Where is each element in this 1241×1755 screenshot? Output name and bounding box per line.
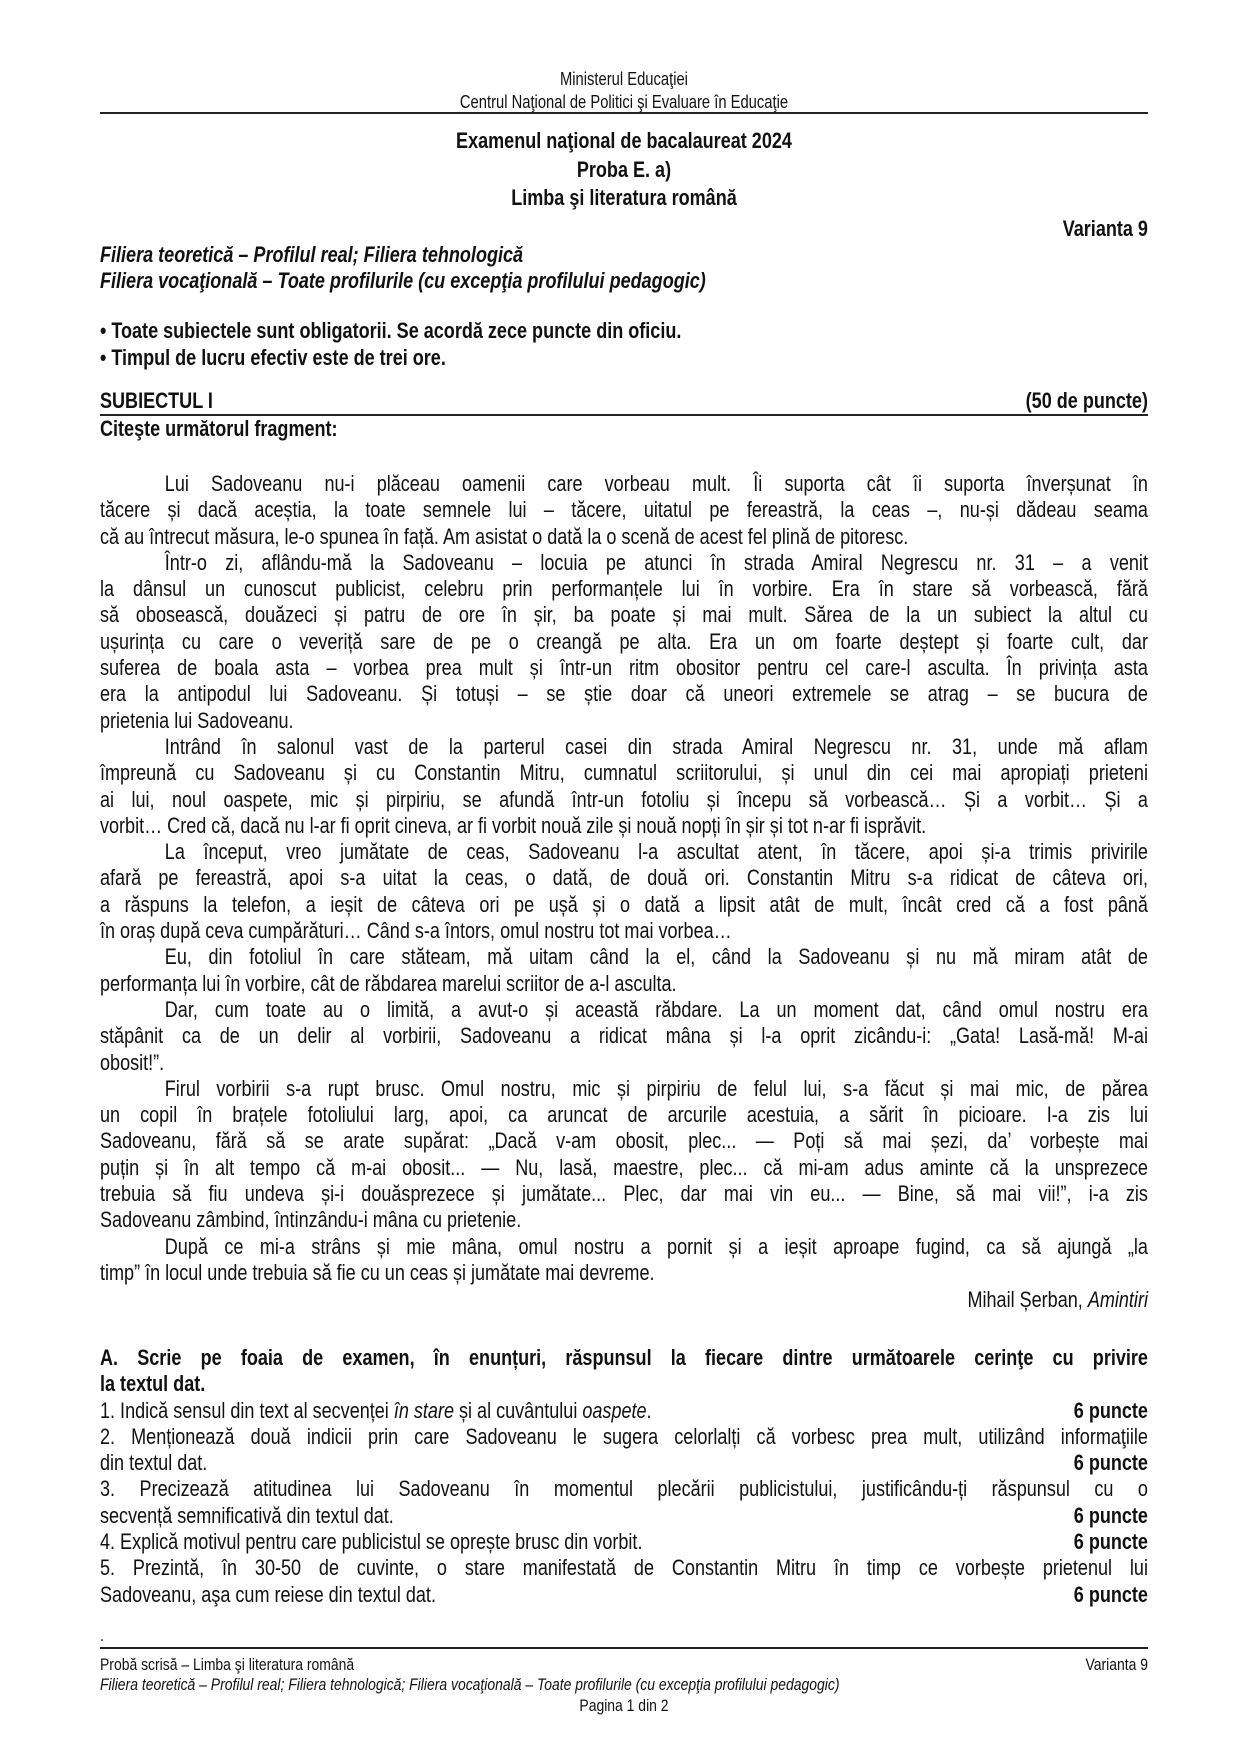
passage-line: un copil în brațele fotoliului larg, apoi, ca aruncat de arcurile acestuia, a sărit în picioare. I-a zis lui [100,1102,1148,1128]
passage-line: afară pe fereastră, apoi s-a uitat la ceas, o dată, de două ori. Constantin Mitru s-a ridicat de câteva ori, [100,865,1148,891]
exam-title: Examenul naţional de bacalaureat 2024 [456,128,792,153]
footer-dot: . [100,1626,104,1645]
passage-line: puțin și în alt tempo că m-ai obosit... — Nu, lasă, maestre, plec... că mi-am adus aminte că la unsprezece [100,1154,1148,1180]
q1-term-2: oaspete [582,1397,647,1423]
q1-text: 1. Indică sensul din text al secvenței [100,1397,394,1423]
filiera-line-1: Filiera teoretică – Profilul real; Filiera tehnologică [100,242,524,267]
variant-label: Varianta 9 [1062,216,1148,241]
section-points: (50 de puncte) [1025,388,1148,413]
passage-line: timp” în locul unde trebuia să fie cu un ceas și jumătate mai devreme. [100,1259,655,1285]
question-2: 2. Menționează două indicii prin care Sadoveanu le sugera celorlalți că vorbesc prea mult, utilizând informaţiile [100,1423,1148,1449]
ministry-name: Ministerul Educaţiei [559,69,688,89]
reading-passage [100,471,1148,1286]
passage-line: trebuia să fiu undeva și-i douăsprezece și jumătate... Plec, dar mai vin eu... — Bine, să mai vii!”, i-a zis [100,1181,1148,1207]
part-a [100,1345,1148,1608]
footer-row [100,1655,1148,1676]
q1-text-mid: și al cuvântului [453,1397,583,1423]
header-divider [100,112,1148,114]
passage-line: Într-o zi, aflându-mă la Sadoveanu – locuia pe atunci în strada Amiral Negrescu nr. 31 – a venit [164,549,1148,575]
passage-line: că au întrecut măsura, le-o spunea în față. Am asistat o dată la o scenă de acest fel plină de pitoresc. [100,523,909,549]
filiera-line-2: Filiera vocaţională – Toate profilurile (cu excepţia profilului pedagogic) [100,268,706,293]
passage-line: După ce mi-a strâns și mie mâna, omul nostru a pornit și a ieșit aproape fugind, ca să ajungă „la [164,1233,1148,1259]
section-header [100,388,1148,414]
author: Mihail Șerban, [967,1287,1088,1312]
passage-line: suferea de boala asta – vorbea prea mult și într-un ritm obositor pentru cel care-l asculta. În privința asta [100,655,1148,681]
passage-line: stăpânit ca de un delir al vorbirii, Sadoveanu a ridicat mâna și l-a oprit zicându-i: „Gata! Lasă-mă! M-ai [100,1023,1148,1049]
q1-term-1: în stare [393,1397,454,1423]
passage-line: Dar, cum toate au o limită, a avut-o și această răbdare. La un moment dat, când omul nostru era [164,996,1148,1022]
passage-line: în oraș după ceva cumpărături… Când s-a întors, omul nostru tot mai vorbea… [100,918,732,944]
part-a-heading-cont: la textul dat. [100,1371,206,1397]
passage-line: ai lui, noul oaspete, mic și pirpiriu, se afundă într-un fotoliu și începu să vorbească… Și a vorbit… Și a [100,786,1148,812]
passage-line: la dânsul un cunoscut publicist, celebru prin performanțele lui în vorbire. Era în stare să vorbească, fără [100,576,1148,602]
passage-line: a răspuns la telefon, a ieșit de câteva ori pe ușă și o dată a lipsit atât de mult, încât cred că a fost până [100,891,1148,917]
footer-left: Probă scrisă – Limba şi literatura română [100,1655,355,1674]
exam-page [100,0,1148,1755]
question-4 [100,1529,1148,1555]
rule-1: • Toate subiectele sunt obligatorii. Se acordă zece puncte din oficiu. [100,318,682,343]
q2-text-cont: din textul dat. [100,1450,208,1476]
footer-variant: Varianta 9 [1085,1655,1148,1674]
q3-points: 6 puncte [1073,1502,1148,1528]
question-1 [100,1398,1148,1424]
q3-text-cont: secvență semnificativă din textul dat. [100,1502,394,1528]
q1-points: 6 puncte [1073,1397,1148,1423]
passage-line: Sadoveanu, fără să se arate supărat: „Dacă v-am obosit, plec... — Poți să mai șezi, da’ vorbește mai [100,1128,1148,1154]
source-attribution [100,1287,1148,1313]
passage-line: Intrând în salonul vast de la parterul casei din strada Amiral Negrescu nr. 31, unde mă aflam [164,733,1148,759]
passage-line: Firul vorbirii s-a rupt brusc. Omul nostru, mic și pirpiriu de felul lui, s-a făcut și mai mic, de părea [164,1075,1148,1101]
passage-line: obosit!”. [100,1049,165,1075]
passage-line: să obosească, douăzeci și patru de ore în șir, ba poate și mai mult. Sărea de la un subiect la altul cu [100,602,1148,628]
subject-title: Limba şi literatura română [511,185,737,210]
passage-line: vorbit… Cred că, dacă nu l-ar fi oprit cineva, ar fi vorbit nouă zile și nouă nopți în șir și tot n-ar fi isprăvit. [100,812,927,838]
section-name: SUBIECTUL I [100,388,213,413]
q2-points: 6 puncte [1073,1450,1148,1476]
passage-line: Sadoveanu zâmbind, întinzându-i mâna cu prietenie. [100,1207,522,1233]
center-name: Centrul Naţional de Politici şi Evaluare în Educaţie [459,92,789,112]
passage-line: tăcere și dacă aceștia, la toate semnele lui – tăcere, uitatul pe fereastră, la ceas –, nu-și dădeau seama [100,497,1148,523]
footer-filiera: Filiera teoretică – Profilul real; Filiera tehnologică; Filiera vocaţională – Toate profilurile (cu excepţia profilului pedagogic) [100,1675,840,1694]
q5-points: 6 puncte [1073,1581,1148,1607]
page-number: Pagina 1 din 2 [579,1696,669,1715]
proba-title: Proba E. a) [576,157,672,182]
passage-line: La început, vreo jumătate de ceas, Sadoveanu l-a ascultat atent, în tăcere, apoi și-a trimis privirile [164,839,1148,865]
question-5: 5. Prezintă, în 30-50 de cuvinte, o stare manifestată de Constantin Mitru în timp ce vorbește prietenul lui [100,1555,1148,1581]
passage-line: Lui Sadoveanu nu-i plăceau oamenii care vorbeau mult. Îi suporta cât îi suporta înverșunat în [164,471,1148,496]
passage-line: împreună cu Sadoveanu și cu Constantin Mitru, cumnatul scriitorului, și unul din cei mai apropiați prieteni [100,760,1148,786]
work-title: Amintiri [1087,1287,1148,1312]
reading-instruction: Citeşte următorul fragment: [100,416,338,441]
q1-text-end: . [646,1397,652,1423]
question-3: 3. Precizează atitudinea lui Sadoveanu în momentul plecării publicistului, justificându-ți răspunsul cu o [100,1476,1148,1502]
q4-text: 4. Explică motivul pentru care publicistul se oprește brusc din vorbit. [100,1529,643,1555]
passage-line: prietenia lui Sadoveanu. [100,707,294,733]
part-a-heading: A. Scrie pe foaia de examen, în enunțuri, răspunsul la fiecare dintre următoarele cerinţe cu privire [100,1345,1148,1370]
rule-2: • Timpul de lucru efectiv este de trei ore. [100,345,446,370]
passage-line: performanța lui în vorbire, cât de răbdarea marelui scriitor de a-l asculta. [100,970,677,996]
passage-line: Eu, din fotoliul în care stăteam, mă uitam când la el, când la Sadoveanu și nu mă miram atât de [164,944,1148,970]
q4-points: 6 puncte [1073,1529,1148,1555]
q5-text-cont: Sadoveanu, aşa cum reiese din textul dat. [100,1581,436,1607]
passage-line: ușurința cu care o veveriță sare de pe o creangă pe alta. Era un om foarte deștept și foarte cult, dar [100,628,1148,654]
footer-divider [100,1647,1148,1649]
passage-line: era la antipodul lui Sadoveanu. Și totuși – se știe doar că uneori extremele se atrag – se bucura de [100,681,1148,707]
